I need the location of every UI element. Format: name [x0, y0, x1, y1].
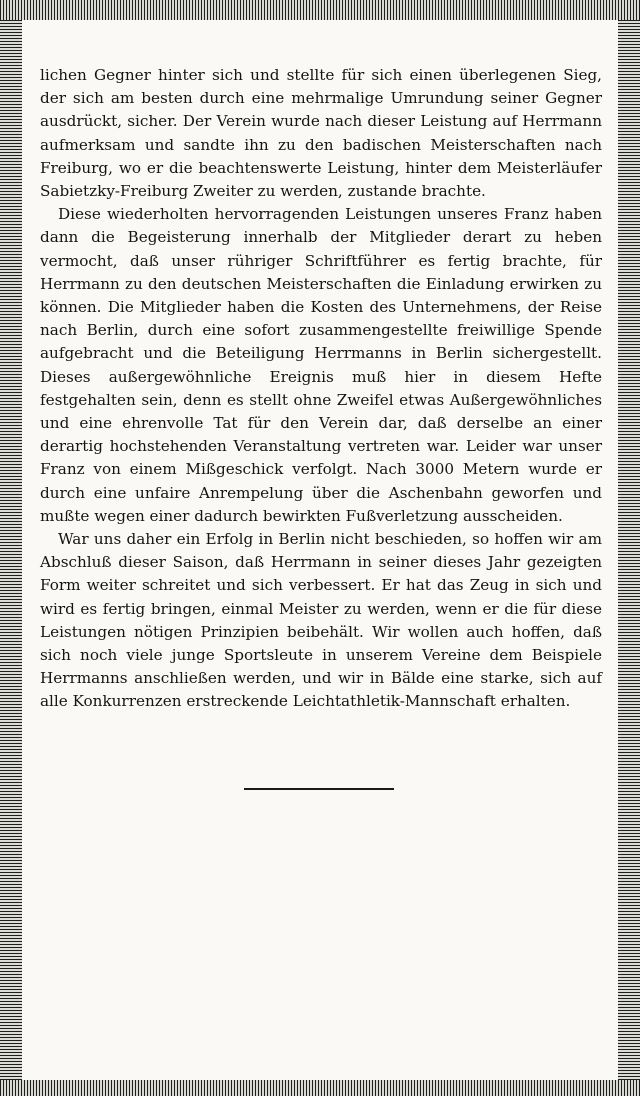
scan-edge-top: [0, 0, 640, 20]
scan-edge-left: [0, 20, 22, 1080]
paragraph-3: War uns daher ein Erfolg in Berlin nicht beschieden, so hoffen wir am Abschluß dieser Saison, daß Herrmann in seiner dieses Jahr gezeigten Form weiter schreitet und sich verbessert. Er hat das Zeug in sich und wird es fertig bringen, einmal Meister zu werden, wenn er die für diese Leistungen nötigen Prinzipien beibehält. Wir wollen auch hoffen, daß sich noch viele junge Sportsleute in unserem Vereine dem Beispiele Herrmanns anschließen werden, und wir in Bälde eine starke, sich auf alle Konkurrenzen erstreckende Leichtathletik-Mannschaft erhalten.: [40, 530, 602, 711]
section-end-rule: [244, 788, 394, 790]
scan-edge-right: [618, 20, 640, 1080]
scan-edge-bottom: [0, 1080, 640, 1096]
paragraph-2: Diese wiederholten hervorragenden Leistungen unseres Franz haben dann die Begeisterung innerhalb der Mitglieder derart zu heben vermocht, daß unser rühriger Schriftführer es fertig brachte, für Herrmann zu den deutschen Meisterschaften die Einladung erwirken zu können. Die Mitglieder haben die Kosten des Unternehmens, der Reise nach Berlin, durch eine sofort zusammengestellte freiwillige Spende aufgebracht und die Beteiligung Herrmanns in Berlin sichergestellt. Dieses außergewöhnliche Ereignis muß hier in diesem Hefte festgehalten sein, denn es stellt ohne Zweifel etwas Außergewöhnliches und eine ehrenvolle Tat für den Verein dar, daß derselbe an einer derartig hochstehenden Veranstaltung vertreten war. Leider war unser Franz von einem Mißgeschick verfolgt. Nach 3000 Metern wurde er durch eine unfaire Anrempelung über die Aschenbahn geworfen und mußte wegen einer dadurch bewirkten Fußverletzung ausscheiden.: [40, 205, 602, 525]
article-body: [40, 64, 602, 714]
paragraph-1: lichen Gegner hinter sich und stellte für sich einen überlegenen Sieg, der sich am besten durch eine mehrmalige Umrundung seiner Gegner ausdrückt, sicher. Der Verein wurde nach dieser Leistung auf Herrmann aufmerksam und sandte ihn zu den badischen Meisterschaften nach Freiburg, wo er die beachtenswerte Leistung, hinter dem Meisterläufer Sabietzky-Freiburg Zweiter zu werden, zustande brachte.: [40, 66, 602, 201]
document-page: [22, 20, 618, 1080]
